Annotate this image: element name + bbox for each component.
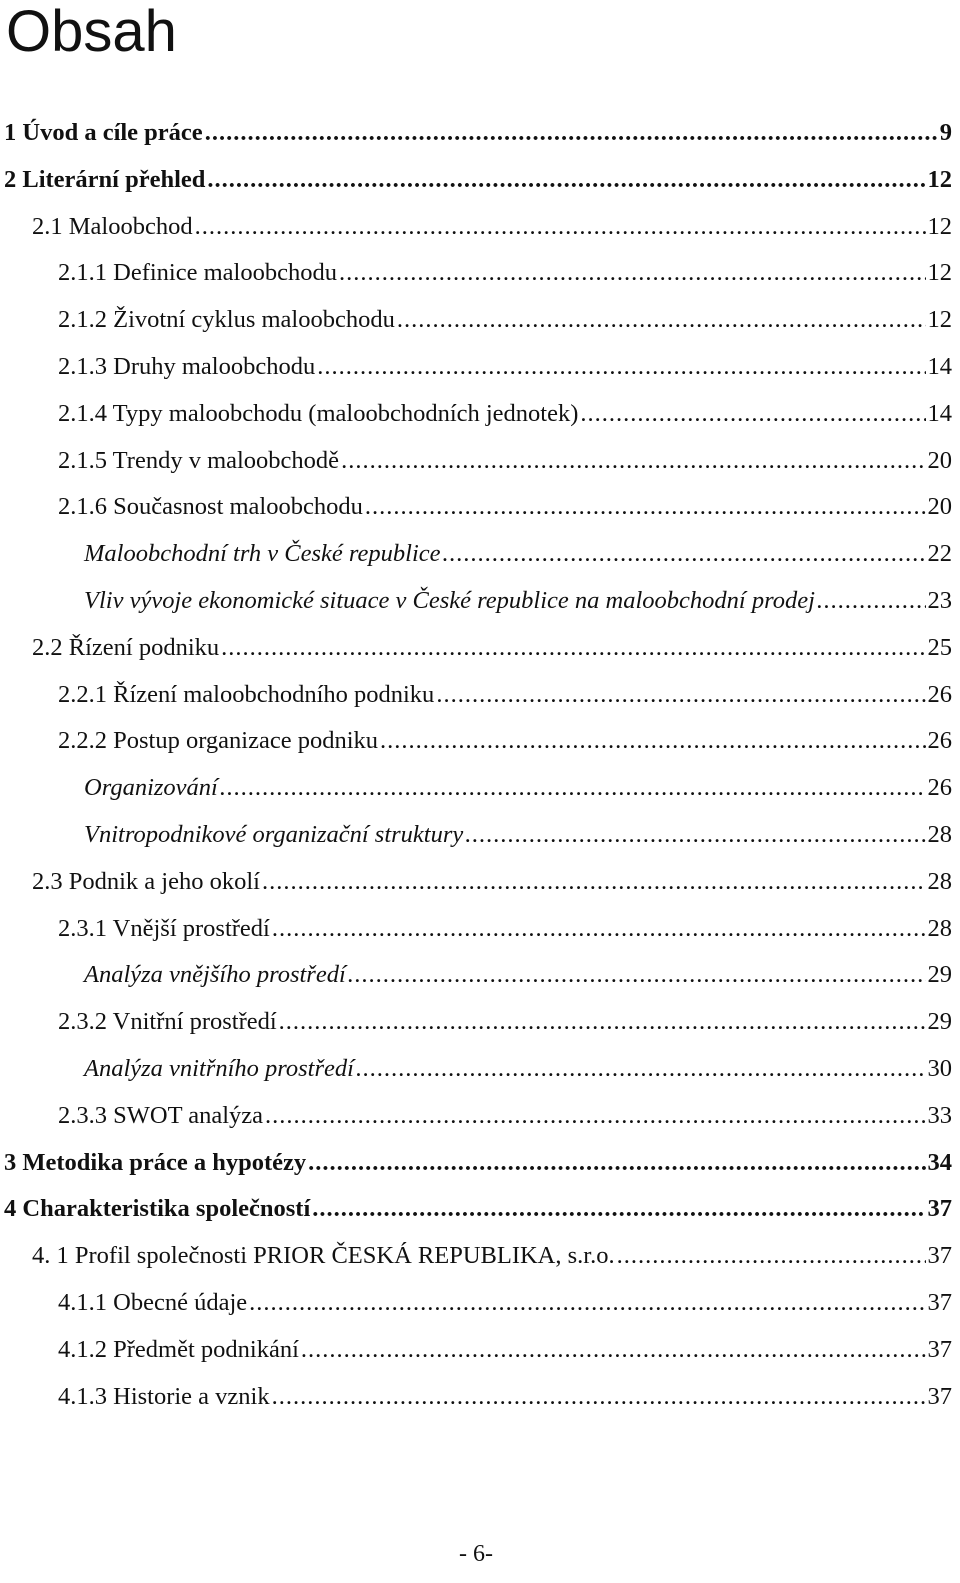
toc-entry-title: Analýza vnějšího prostředí	[84, 961, 346, 989]
toc-entry[interactable]	[0, 157, 952, 204]
dot-leader	[397, 297, 926, 344]
toc-entry[interactable]	[0, 906, 952, 953]
toc-entry-page: 33	[927, 1101, 952, 1129]
toc-entry-title: 2.3 Podnik a jeho okolí	[32, 867, 260, 895]
toc-entry[interactable]	[0, 859, 952, 906]
page-title: Obsah	[6, 0, 177, 64]
dot-leader	[317, 344, 925, 391]
toc-entry-title: 2.1.3 Druhy maloobchodu	[58, 352, 316, 380]
toc-entry-title: 1 Úvod a cíle práce	[4, 119, 203, 146]
toc-entry-page: 9	[939, 119, 952, 146]
toc-entry[interactable]	[0, 999, 952, 1046]
dot-leader	[436, 672, 925, 719]
toc-entry[interactable]	[0, 391, 952, 438]
toc-entry-page: 30	[927, 1054, 952, 1082]
dot-leader	[617, 1233, 926, 1280]
dot-leader	[205, 110, 938, 157]
dot-leader	[339, 250, 926, 297]
toc-entry-page: 34	[927, 1148, 952, 1176]
toc-entry[interactable]	[0, 578, 952, 625]
toc-entry[interactable]	[0, 110, 952, 157]
toc-entry-page: 20	[927, 493, 952, 521]
dot-leader	[341, 438, 925, 485]
dot-leader	[365, 484, 926, 531]
toc-entry-title: 4.1.1 Obecné údaje	[58, 1288, 248, 1316]
dot-leader	[279, 999, 926, 1046]
toc-entry-page: 23	[927, 586, 952, 614]
dot-leader	[356, 1046, 926, 1093]
toc-entry[interactable]	[0, 1046, 952, 1093]
toc-entry[interactable]	[0, 812, 952, 859]
toc-entry-title: 4.1.2 Předmět podnikání	[58, 1335, 299, 1363]
toc-entry-page: 12	[927, 165, 952, 193]
toc-entry-page: 28	[927, 867, 952, 895]
toc-entry-page: 25	[927, 633, 952, 661]
toc-entry-title: 2.1.5 Trendy v maloobchodě	[58, 446, 340, 474]
toc-entry-page: 37	[927, 1242, 952, 1270]
toc-entry[interactable]	[0, 531, 952, 578]
toc-entry-page: 26	[927, 680, 952, 708]
toc-entry-page: 14	[927, 399, 952, 427]
dot-leader	[580, 391, 925, 438]
toc-entry-title: 2.1.1 Definice maloobchodu	[58, 259, 337, 287]
dot-leader	[272, 1374, 926, 1421]
toc-entry[interactable]	[0, 344, 952, 391]
toc-entry-title: 2.2 Řízení podniku	[32, 633, 220, 661]
toc-entry-title: 2 Literární přehled	[4, 165, 206, 193]
dot-leader	[380, 718, 925, 765]
toc-entry-title: 2.1.4 Typy maloobchodu (maloobchodních jednotek)	[58, 399, 579, 427]
toc-entry[interactable]	[0, 765, 952, 812]
toc-entry-page: 28	[927, 820, 952, 848]
page-number: - 6-	[459, 1541, 493, 1567]
toc-entry-title: Vliv vývoje ekonomické situace v České republice na maloobchodní prodej	[84, 586, 815, 614]
toc-entry[interactable]	[0, 1186, 952, 1233]
toc-entry[interactable]	[0, 1233, 952, 1280]
toc-entry-page: 12	[927, 259, 952, 287]
toc-entry-page: 26	[927, 774, 952, 802]
toc-entry[interactable]	[0, 1327, 952, 1374]
toc-entry-title: 3 Metodika práce a hypotézy	[4, 1148, 307, 1176]
toc-entry[interactable]	[0, 250, 952, 297]
toc-entry-page: 12	[927, 212, 952, 240]
toc-entry[interactable]	[0, 1374, 952, 1421]
toc-entry[interactable]	[0, 204, 952, 251]
toc-entry[interactable]	[0, 718, 952, 765]
toc-entry-page: 29	[927, 961, 952, 989]
toc-entry-title: 2.3.1 Vnější prostředí	[58, 914, 270, 942]
dot-leader	[220, 765, 926, 812]
table-of-contents	[0, 110, 952, 1420]
toc-entry[interactable]	[0, 672, 952, 719]
toc-entry-page: 28	[927, 914, 952, 942]
toc-entry[interactable]	[0, 297, 952, 344]
toc-entry-title: 2.1.2 Životní cyklus maloobchodu	[58, 306, 395, 334]
toc-entry[interactable]	[0, 952, 952, 999]
dot-leader	[308, 1140, 925, 1187]
toc-entry-page: 20	[927, 446, 952, 474]
dot-leader	[221, 625, 925, 672]
dot-leader	[265, 1093, 925, 1140]
dot-leader	[195, 204, 926, 251]
toc-entry-title: 2.3.2 Vnitřní prostředí	[58, 1008, 277, 1036]
toc-entry-page: 37	[927, 1288, 952, 1316]
toc-entry[interactable]	[0, 438, 952, 485]
dot-leader	[272, 906, 926, 953]
toc-entry[interactable]	[0, 625, 952, 672]
toc-entry-title: 2.2.2 Postup organizace podniku	[58, 727, 379, 755]
toc-entry-page: 12	[927, 306, 952, 334]
toc-entry-page: 37	[927, 1382, 952, 1410]
toc-entry-page: 14	[927, 352, 952, 380]
toc-entry[interactable]	[0, 484, 952, 531]
dot-leader	[465, 812, 925, 859]
toc-entry-title: 2.1 Maloobchod	[32, 212, 193, 240]
toc-entry[interactable]	[0, 1280, 952, 1327]
toc-entry-title: 4. 1 Profil společnosti PRIOR ČESKÁ REPUBLIKA, s.r.o.	[32, 1242, 615, 1270]
toc-entry-title: Analýza vnitřního prostředí	[84, 1054, 354, 1082]
toc-entry-title: 2.1.6 Současnost maloobchodu	[58, 493, 363, 521]
dot-leader	[817, 578, 926, 625]
dot-leader	[348, 952, 926, 999]
toc-entry-page: 29	[927, 1008, 952, 1036]
toc-entry-title: 2.3.3 SWOT analýza	[58, 1101, 264, 1129]
dot-leader	[249, 1280, 925, 1327]
dot-leader	[262, 859, 926, 906]
toc-entry-page: 26	[927, 727, 952, 755]
toc-entry-page: 22	[927, 540, 952, 568]
toc-entry[interactable]	[0, 1093, 952, 1140]
toc-entry-title: Organizování	[84, 774, 218, 802]
toc-entry-title: 2.2.1 Řízení maloobchodního podniku	[58, 680, 435, 708]
dot-leader	[312, 1186, 925, 1233]
dot-leader	[443, 531, 926, 578]
toc-entry-page: 37	[927, 1335, 952, 1363]
toc-entry-title: 4.1.3 Historie a vznik	[58, 1382, 270, 1410]
toc-entry-page: 37	[927, 1195, 952, 1223]
toc-entry-title: Maloobchodní trh v České republice	[84, 540, 441, 568]
dot-leader	[207, 157, 925, 204]
toc-entry-title: 4 Charakteristika společností	[4, 1195, 311, 1223]
toc-entry-title: Vnitropodnikové organizační struktury	[84, 820, 464, 848]
toc-entry[interactable]	[0, 1140, 952, 1187]
dot-leader	[301, 1327, 926, 1374]
